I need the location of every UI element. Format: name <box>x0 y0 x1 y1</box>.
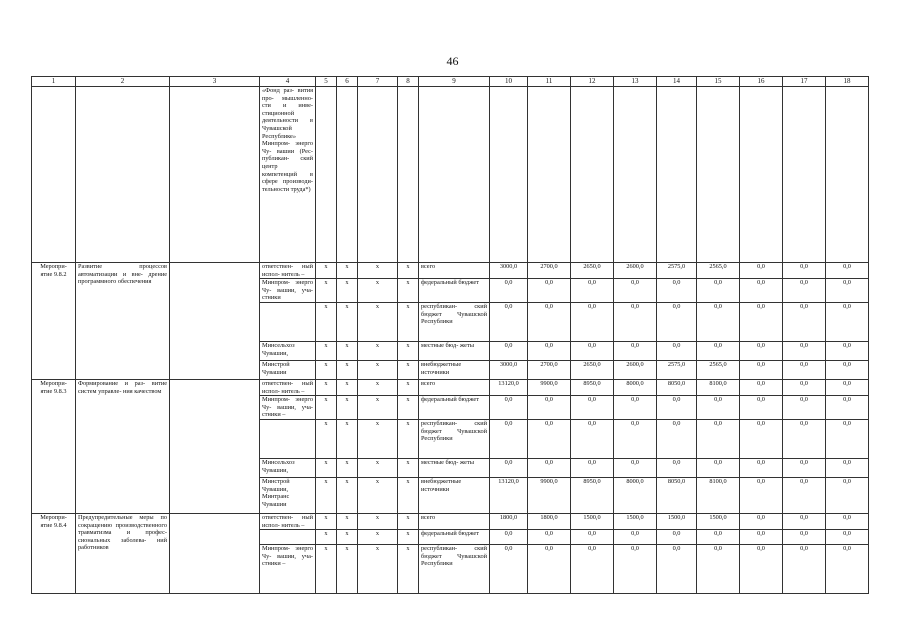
amount-cell: 0,0 <box>528 396 571 420</box>
x-mark: x <box>358 379 398 395</box>
x-mark: x <box>337 513 358 529</box>
x-mark: x <box>358 360 398 379</box>
executor-cell: Минпром- энерго Чу- вашии, уча- стники – <box>260 396 316 420</box>
table-row <box>32 263 869 279</box>
amount-cell: 0,0 <box>528 341 571 360</box>
amount-cell: 1800,0 <box>490 513 528 529</box>
x-mark: x <box>316 360 337 379</box>
executor-cell: Минстрой Чувашии <box>260 360 316 379</box>
executor-cell: Минсельхоз Чувашии, <box>260 341 316 360</box>
amount-cell: 2650,0 <box>571 263 614 279</box>
x-mark: x <box>316 458 337 477</box>
amount-cell: 0,0 <box>783 458 826 477</box>
table-row <box>32 379 869 395</box>
x-mark: x <box>316 396 337 420</box>
x-mark: x <box>316 530 337 545</box>
amount-cell: 0,0 <box>826 263 869 279</box>
amount-cell: 0,0 <box>740 302 783 341</box>
column-header: 3 <box>170 77 260 87</box>
amount-cell: 0,0 <box>697 279 740 303</box>
empty-cell <box>76 87 170 263</box>
table-row <box>32 87 869 263</box>
executor-cell: ответствен- ный испол- нитель – <box>260 513 316 529</box>
x-mark: x <box>358 513 398 529</box>
amount-cell: 0,0 <box>826 302 869 341</box>
amount-cell: 2575,0 <box>657 263 697 279</box>
funding-source: всего <box>419 513 490 529</box>
amount-cell: 0,0 <box>614 396 657 420</box>
amount-cell: 3000,0 <box>490 360 528 379</box>
amount-cell: 2565,0 <box>697 263 740 279</box>
empty-cell <box>170 263 260 380</box>
x-mark: x <box>316 279 337 303</box>
x-mark: x <box>316 477 337 513</box>
funding-source: республикан- ский бюджет Чувашской Республики <box>419 419 490 458</box>
amount-cell: 0,0 <box>490 302 528 341</box>
amount-cell: 0,0 <box>826 396 869 420</box>
column-header: 13 <box>614 77 657 87</box>
table-body <box>32 87 869 594</box>
executor-cell <box>260 302 316 341</box>
empty-cell <box>358 87 398 263</box>
column-header: 8 <box>398 77 419 87</box>
amount-cell: 0,0 <box>697 530 740 545</box>
amount-cell: 1500,0 <box>697 513 740 529</box>
x-mark: x <box>316 513 337 529</box>
amount-cell: 0,0 <box>571 458 614 477</box>
x-mark: x <box>398 545 419 594</box>
x-mark: x <box>337 419 358 458</box>
amount-cell: 0,0 <box>826 513 869 529</box>
amount-cell: 2700,0 <box>528 263 571 279</box>
amount-cell: 8050,0 <box>657 477 697 513</box>
x-mark: x <box>398 530 419 545</box>
x-mark: x <box>337 530 358 545</box>
x-mark: x <box>398 341 419 360</box>
amount-cell: 0,0 <box>783 513 826 529</box>
executor-cell: Минпром- энерго Чу- вашии, уча- стники – <box>260 545 316 594</box>
x-mark: x <box>398 279 419 303</box>
x-mark: x <box>337 477 358 513</box>
x-mark: x <box>337 341 358 360</box>
executor-cell <box>260 419 316 458</box>
amount-cell: 8050,0 <box>657 379 697 395</box>
amount-cell: 0,0 <box>740 530 783 545</box>
amount-cell: 0,0 <box>826 379 869 395</box>
x-mark: x <box>358 279 398 303</box>
amount-cell: 0,0 <box>740 396 783 420</box>
empty-cell <box>614 87 657 263</box>
amount-cell: 0,0 <box>697 302 740 341</box>
executor-cell <box>260 530 316 545</box>
amount-cell: 2565,0 <box>697 360 740 379</box>
amount-cell: 0,0 <box>657 458 697 477</box>
amount-cell: 0,0 <box>826 279 869 303</box>
x-mark: x <box>337 545 358 594</box>
x-mark: x <box>358 341 398 360</box>
funding-source: республикан- ский бюджет Чувашской Республики <box>419 545 490 594</box>
amount-cell: 0,0 <box>571 302 614 341</box>
empty-cell <box>170 513 260 593</box>
column-header: 4 <box>260 77 316 87</box>
amount-cell: 3000,0 <box>490 263 528 279</box>
amount-cell: 0,0 <box>528 302 571 341</box>
amount-cell: 0,0 <box>783 477 826 513</box>
x-mark: x <box>358 545 398 594</box>
amount-cell: 0,0 <box>571 545 614 594</box>
empty-cell <box>571 87 614 263</box>
empty-cell <box>783 87 826 263</box>
amount-cell: 2650,0 <box>571 360 614 379</box>
amount-cell: 0,0 <box>697 419 740 458</box>
empty-cell <box>32 87 76 263</box>
amount-cell: 0,0 <box>490 530 528 545</box>
amount-cell: 0,0 <box>614 530 657 545</box>
amount-cell: 8950,0 <box>571 477 614 513</box>
column-header: 17 <box>783 77 826 87</box>
measure-name: Формирование и раз- витие систем управле- ния качеством <box>76 379 170 513</box>
measure-id: Меропри- ятие 9.8.4 <box>32 513 76 593</box>
amount-cell: 0,0 <box>783 341 826 360</box>
measure-id: Меропри- ятие 9.8.3 <box>32 379 76 513</box>
x-mark: x <box>337 263 358 279</box>
amount-cell: 13120,0 <box>490 477 528 513</box>
x-mark: x <box>398 513 419 529</box>
amount-cell: 0,0 <box>740 477 783 513</box>
amount-cell: 0,0 <box>826 419 869 458</box>
amount-cell: 0,0 <box>490 545 528 594</box>
amount-cell: 0,0 <box>740 458 783 477</box>
x-mark: x <box>398 263 419 279</box>
executor-cell: Минпром- энерго Чу- вашии, уча- стники <box>260 279 316 303</box>
amount-cell: 0,0 <box>740 263 783 279</box>
funding-source: федеральный бюджет <box>419 396 490 420</box>
amount-cell: 0,0 <box>783 419 826 458</box>
amount-cell: 0,0 <box>614 545 657 594</box>
amount-cell: 0,0 <box>740 360 783 379</box>
amount-cell: 0,0 <box>490 279 528 303</box>
amount-cell: 0,0 <box>528 545 571 594</box>
empty-cell <box>826 87 869 263</box>
x-mark: x <box>316 302 337 341</box>
executor-cell: Минсельхоз Чувашии, <box>260 458 316 477</box>
amount-cell: 8000,0 <box>614 379 657 395</box>
amount-cell: 0,0 <box>826 458 869 477</box>
x-mark: x <box>398 396 419 420</box>
amount-cell: 1500,0 <box>614 513 657 529</box>
funding-source: всего <box>419 263 490 279</box>
funding-source: внебюджетные источники <box>419 477 490 513</box>
x-mark: x <box>358 419 398 458</box>
amount-cell: 0,0 <box>490 396 528 420</box>
amount-cell: 8950,0 <box>571 379 614 395</box>
x-mark: x <box>316 379 337 395</box>
budget-table <box>31 76 869 594</box>
amount-cell: 1800,0 <box>528 513 571 529</box>
amount-cell: 9900,0 <box>528 379 571 395</box>
empty-cell <box>316 87 337 263</box>
page-number: 46 <box>446 54 459 68</box>
amount-cell: 0,0 <box>783 379 826 395</box>
executor-cell: Минстрой Чувашии, Минтранс Чувашии <box>260 477 316 513</box>
funding-source: федеральный бюджет <box>419 279 490 303</box>
x-mark: x <box>398 379 419 395</box>
executor-cell: ответствен- ный испол- нитель – <box>260 379 316 395</box>
amount-cell: 0,0 <box>826 477 869 513</box>
column-header: 10 <box>490 77 528 87</box>
empty-cell <box>697 87 740 263</box>
amount-cell: 0,0 <box>740 419 783 458</box>
x-mark: x <box>337 279 358 303</box>
amount-cell: 8100,0 <box>697 477 740 513</box>
amount-cell: 0,0 <box>783 530 826 545</box>
amount-cell: 0,0 <box>614 279 657 303</box>
amount-cell: 0,0 <box>528 279 571 303</box>
amount-cell: 0,0 <box>783 396 826 420</box>
amount-cell: 0,0 <box>783 279 826 303</box>
amount-cell: 0,0 <box>826 341 869 360</box>
x-mark: x <box>358 530 398 545</box>
x-mark: x <box>337 379 358 395</box>
amount-cell: 0,0 <box>490 341 528 360</box>
empty-cell <box>419 87 490 263</box>
amount-cell: 0,0 <box>571 419 614 458</box>
amount-cell: 0,0 <box>697 545 740 594</box>
amount-cell: 0,0 <box>783 545 826 594</box>
amount-cell: 2575,0 <box>657 360 697 379</box>
amount-cell: 0,0 <box>740 513 783 529</box>
amount-cell: 1500,0 <box>571 513 614 529</box>
empty-cell <box>490 87 528 263</box>
amount-cell: 0,0 <box>657 396 697 420</box>
x-mark: x <box>337 396 358 420</box>
executor-cell: ответствен- ный испол- нитель – <box>260 263 316 279</box>
funding-source: всего <box>419 379 490 395</box>
x-mark: x <box>316 419 337 458</box>
x-mark: x <box>337 302 358 341</box>
amount-cell: 0,0 <box>657 341 697 360</box>
amount-cell: 0,0 <box>571 279 614 303</box>
column-header: 18 <box>826 77 869 87</box>
amount-cell: 0,0 <box>614 458 657 477</box>
x-mark: x <box>398 477 419 513</box>
amount-cell: 8000,0 <box>614 477 657 513</box>
measure-name: Предупредительные меры по сокращению производственного травматизма и профес- сиональных заболева- ний работников <box>76 513 170 593</box>
amount-cell: 0,0 <box>740 341 783 360</box>
amount-cell: 2600,0 <box>614 360 657 379</box>
empty-cell <box>528 87 571 263</box>
x-mark: x <box>316 545 337 594</box>
amount-cell: 0,0 <box>697 341 740 360</box>
column-header: 14 <box>657 77 697 87</box>
measure-id: Меропри- ятие 9.8.2 <box>32 263 76 380</box>
amount-cell: 0,0 <box>571 341 614 360</box>
funding-source: местные бюд- жеты <box>419 341 490 360</box>
amount-cell: 0,0 <box>740 379 783 395</box>
amount-cell: 8100,0 <box>697 379 740 395</box>
amount-cell: 0,0 <box>783 302 826 341</box>
amount-cell: 0,0 <box>490 458 528 477</box>
empty-cell <box>740 87 783 263</box>
x-mark: x <box>316 341 337 360</box>
amount-cell: 0,0 <box>697 458 740 477</box>
amount-cell: 0,0 <box>657 302 697 341</box>
executor-cell: «Фонд раз- вития про- мышленно- сти и инве- стиционной деятельности в Чувашской Республике» Минпром- энерго Чу- вашии (Рес- публикан- ский центр компетенций в сфере производи- тельности труда*) <box>260 87 316 263</box>
amount-cell: 0,0 <box>614 341 657 360</box>
amount-cell: 0,0 <box>657 545 697 594</box>
amount-cell: 0,0 <box>614 419 657 458</box>
empty-cell <box>398 87 419 263</box>
amount-cell: 0,0 <box>657 530 697 545</box>
funding-source: местные бюд- жеты <box>419 458 490 477</box>
amount-cell: 2700,0 <box>528 360 571 379</box>
x-mark: x <box>398 458 419 477</box>
empty-cell <box>170 87 260 263</box>
amount-cell: 0,0 <box>740 279 783 303</box>
column-header: 11 <box>528 77 571 87</box>
amount-cell: 0,0 <box>571 530 614 545</box>
amount-cell: 0,0 <box>740 545 783 594</box>
x-mark: x <box>337 360 358 379</box>
x-mark: x <box>358 263 398 279</box>
x-mark: x <box>358 396 398 420</box>
empty-cell <box>170 379 260 513</box>
amount-cell: 0,0 <box>571 396 614 420</box>
funding-source: республикан- ский бюджет Чувашской Республики <box>419 302 490 341</box>
measure-name: Развитие процессов автоматизации и вне- дрение программного обеспечения <box>76 263 170 380</box>
x-mark: x <box>358 458 398 477</box>
empty-cell <box>337 87 358 263</box>
amount-cell: 0,0 <box>657 419 697 458</box>
amount-cell: 0,0 <box>783 360 826 379</box>
x-mark: x <box>316 263 337 279</box>
x-mark: x <box>398 419 419 458</box>
amount-cell: 0,0 <box>783 263 826 279</box>
column-header: 9 <box>419 77 490 87</box>
amount-cell: 0,0 <box>826 545 869 594</box>
amount-cell: 0,0 <box>657 279 697 303</box>
column-header: 16 <box>740 77 783 87</box>
x-mark: x <box>358 302 398 341</box>
amount-cell: 0,0 <box>614 302 657 341</box>
amount-cell: 13120,0 <box>490 379 528 395</box>
amount-cell: 0,0 <box>697 396 740 420</box>
funding-source: федеральный бюджет <box>419 530 490 545</box>
column-header: 7 <box>358 77 398 87</box>
funding-source: внебюджетные источники <box>419 360 490 379</box>
amount-cell: 0,0 <box>528 458 571 477</box>
column-header: 6 <box>337 77 358 87</box>
column-header: 15 <box>697 77 740 87</box>
amount-cell: 0,0 <box>826 360 869 379</box>
column-header: 12 <box>571 77 614 87</box>
column-header: 1 <box>32 77 76 87</box>
x-mark: x <box>398 302 419 341</box>
empty-cell <box>657 87 697 263</box>
column-header: 2 <box>76 77 170 87</box>
x-mark: x <box>337 458 358 477</box>
amount-cell: 0,0 <box>528 419 571 458</box>
amount-cell: 1500,0 <box>657 513 697 529</box>
column-header: 5 <box>316 77 337 87</box>
table-row <box>32 513 869 529</box>
amount-cell: 2600,0 <box>614 263 657 279</box>
amount-cell: 9900,0 <box>528 477 571 513</box>
table-header <box>32 77 869 87</box>
x-mark: x <box>398 360 419 379</box>
amount-cell: 0,0 <box>826 530 869 545</box>
x-mark: x <box>358 477 398 513</box>
amount-cell: 0,0 <box>528 530 571 545</box>
amount-cell: 0,0 <box>490 419 528 458</box>
